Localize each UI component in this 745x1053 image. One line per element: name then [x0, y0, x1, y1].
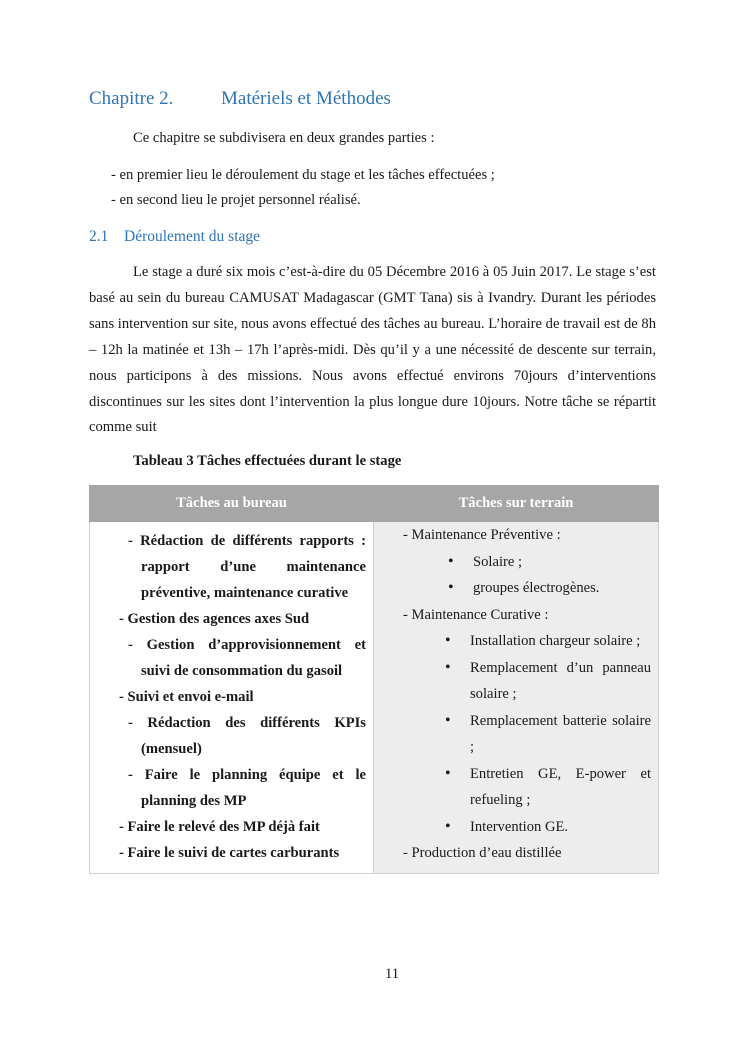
column-header-bureau: Tâches au bureau — [90, 486, 374, 522]
list-item: • Intervention GE. — [470, 814, 651, 841]
list-item: - Faire le suivi de cartes carburants — [119, 845, 340, 861]
chapter-number: Chapitre 2. — [89, 88, 174, 109]
curative-sublist — [403, 628, 651, 840]
list-item: • Solaire ; — [473, 549, 651, 576]
list-item: • Remplacement d’un panneau solaire ; — [470, 655, 651, 708]
list-item: • Entretien GE, E-power et refueling ; — [470, 761, 651, 814]
bureau-tasks-cell — [90, 522, 374, 874]
list-item: - Suivi et envoi e-mail — [119, 689, 254, 705]
intro-paragraph: Ce chapitre se subdivisera en deux grandes parties : — [133, 130, 435, 146]
preventive-maintenance-label: - Maintenance Préventive : — [403, 527, 561, 543]
list-item: - en premier lieu le déroulement du stage et les tâches effectuées ; — [111, 167, 495, 183]
list-item: • Remplacement batterie solaire ; — [470, 708, 651, 761]
body-paragraph: Le stage a duré six mois c’est-à-dire du 05 Décembre 2016 à 05 Juin 2017. Le stage s’est basé au sein du bureau CAMUSAT Madagascar (GMT Tana) sis à Ivandry. Durant les périodes sans intervention sur site, nous avons effectué des tâches au bureau. L’horaire de travail est de 8h – 12h la matinée et 13h – 17h l’après-midi. Dès qu’il y a une nécessité de descente sur terrain, nous participons à des missions. Nous avons effectué environs 70jours d’interventions discontinues sur les sites dont l’intervention la plus longue dure 10jours. Notre tâche se répartit comme suit — [89, 264, 656, 436]
list-item: - Rédaction de différents rapports : rapport d’une maintenance préventive, maintenance curative — [128, 533, 366, 601]
list-item — [403, 522, 651, 602]
list-item — [403, 602, 651, 841]
list-item: - Rédaction des différents KPIs (mensuel) — [128, 715, 366, 757]
list-item: - Gestion des agences axes Sud — [119, 611, 310, 627]
table-header-row — [90, 486, 659, 522]
bureau-task-list — [90, 522, 373, 866]
tasks-table — [89, 485, 659, 874]
chapter-heading — [89, 88, 391, 110]
list-item: - Production d’eau distillée — [403, 845, 562, 861]
table-row — [90, 522, 659, 874]
list-item: - en second lieu le projet personnel réalisé. — [111, 192, 361, 208]
parts-list — [111, 166, 495, 216]
chapter-title: Matériels et Méthodes — [221, 88, 391, 109]
list-item: - Gestion d’approvisionnement et suivi de consommation du gasoil — [128, 637, 366, 679]
terrain-tasks-cell — [374, 522, 659, 874]
list-item: • groupes électrogènes. — [473, 575, 651, 602]
section-heading — [89, 228, 260, 246]
curative-maintenance-label: - Maintenance Curative : — [403, 606, 549, 623]
section-number: 2.1 — [89, 228, 109, 245]
terrain-task-list — [374, 522, 658, 873]
column-header-terrain: Tâches sur terrain — [374, 486, 659, 522]
table-caption: Tableau 3 Tâches effectuées durant le stage — [133, 453, 402, 469]
preventive-sublist — [403, 549, 651, 602]
list-item: • Installation chargeur solaire ; — [470, 628, 651, 655]
section-title: Déroulement du stage — [124, 228, 261, 245]
list-item: - Faire le planning équipe et le planning des MP — [128, 767, 366, 809]
page-number: 11 — [385, 966, 400, 982]
list-item: - Faire le relevé des MP déjà fait — [119, 819, 320, 835]
